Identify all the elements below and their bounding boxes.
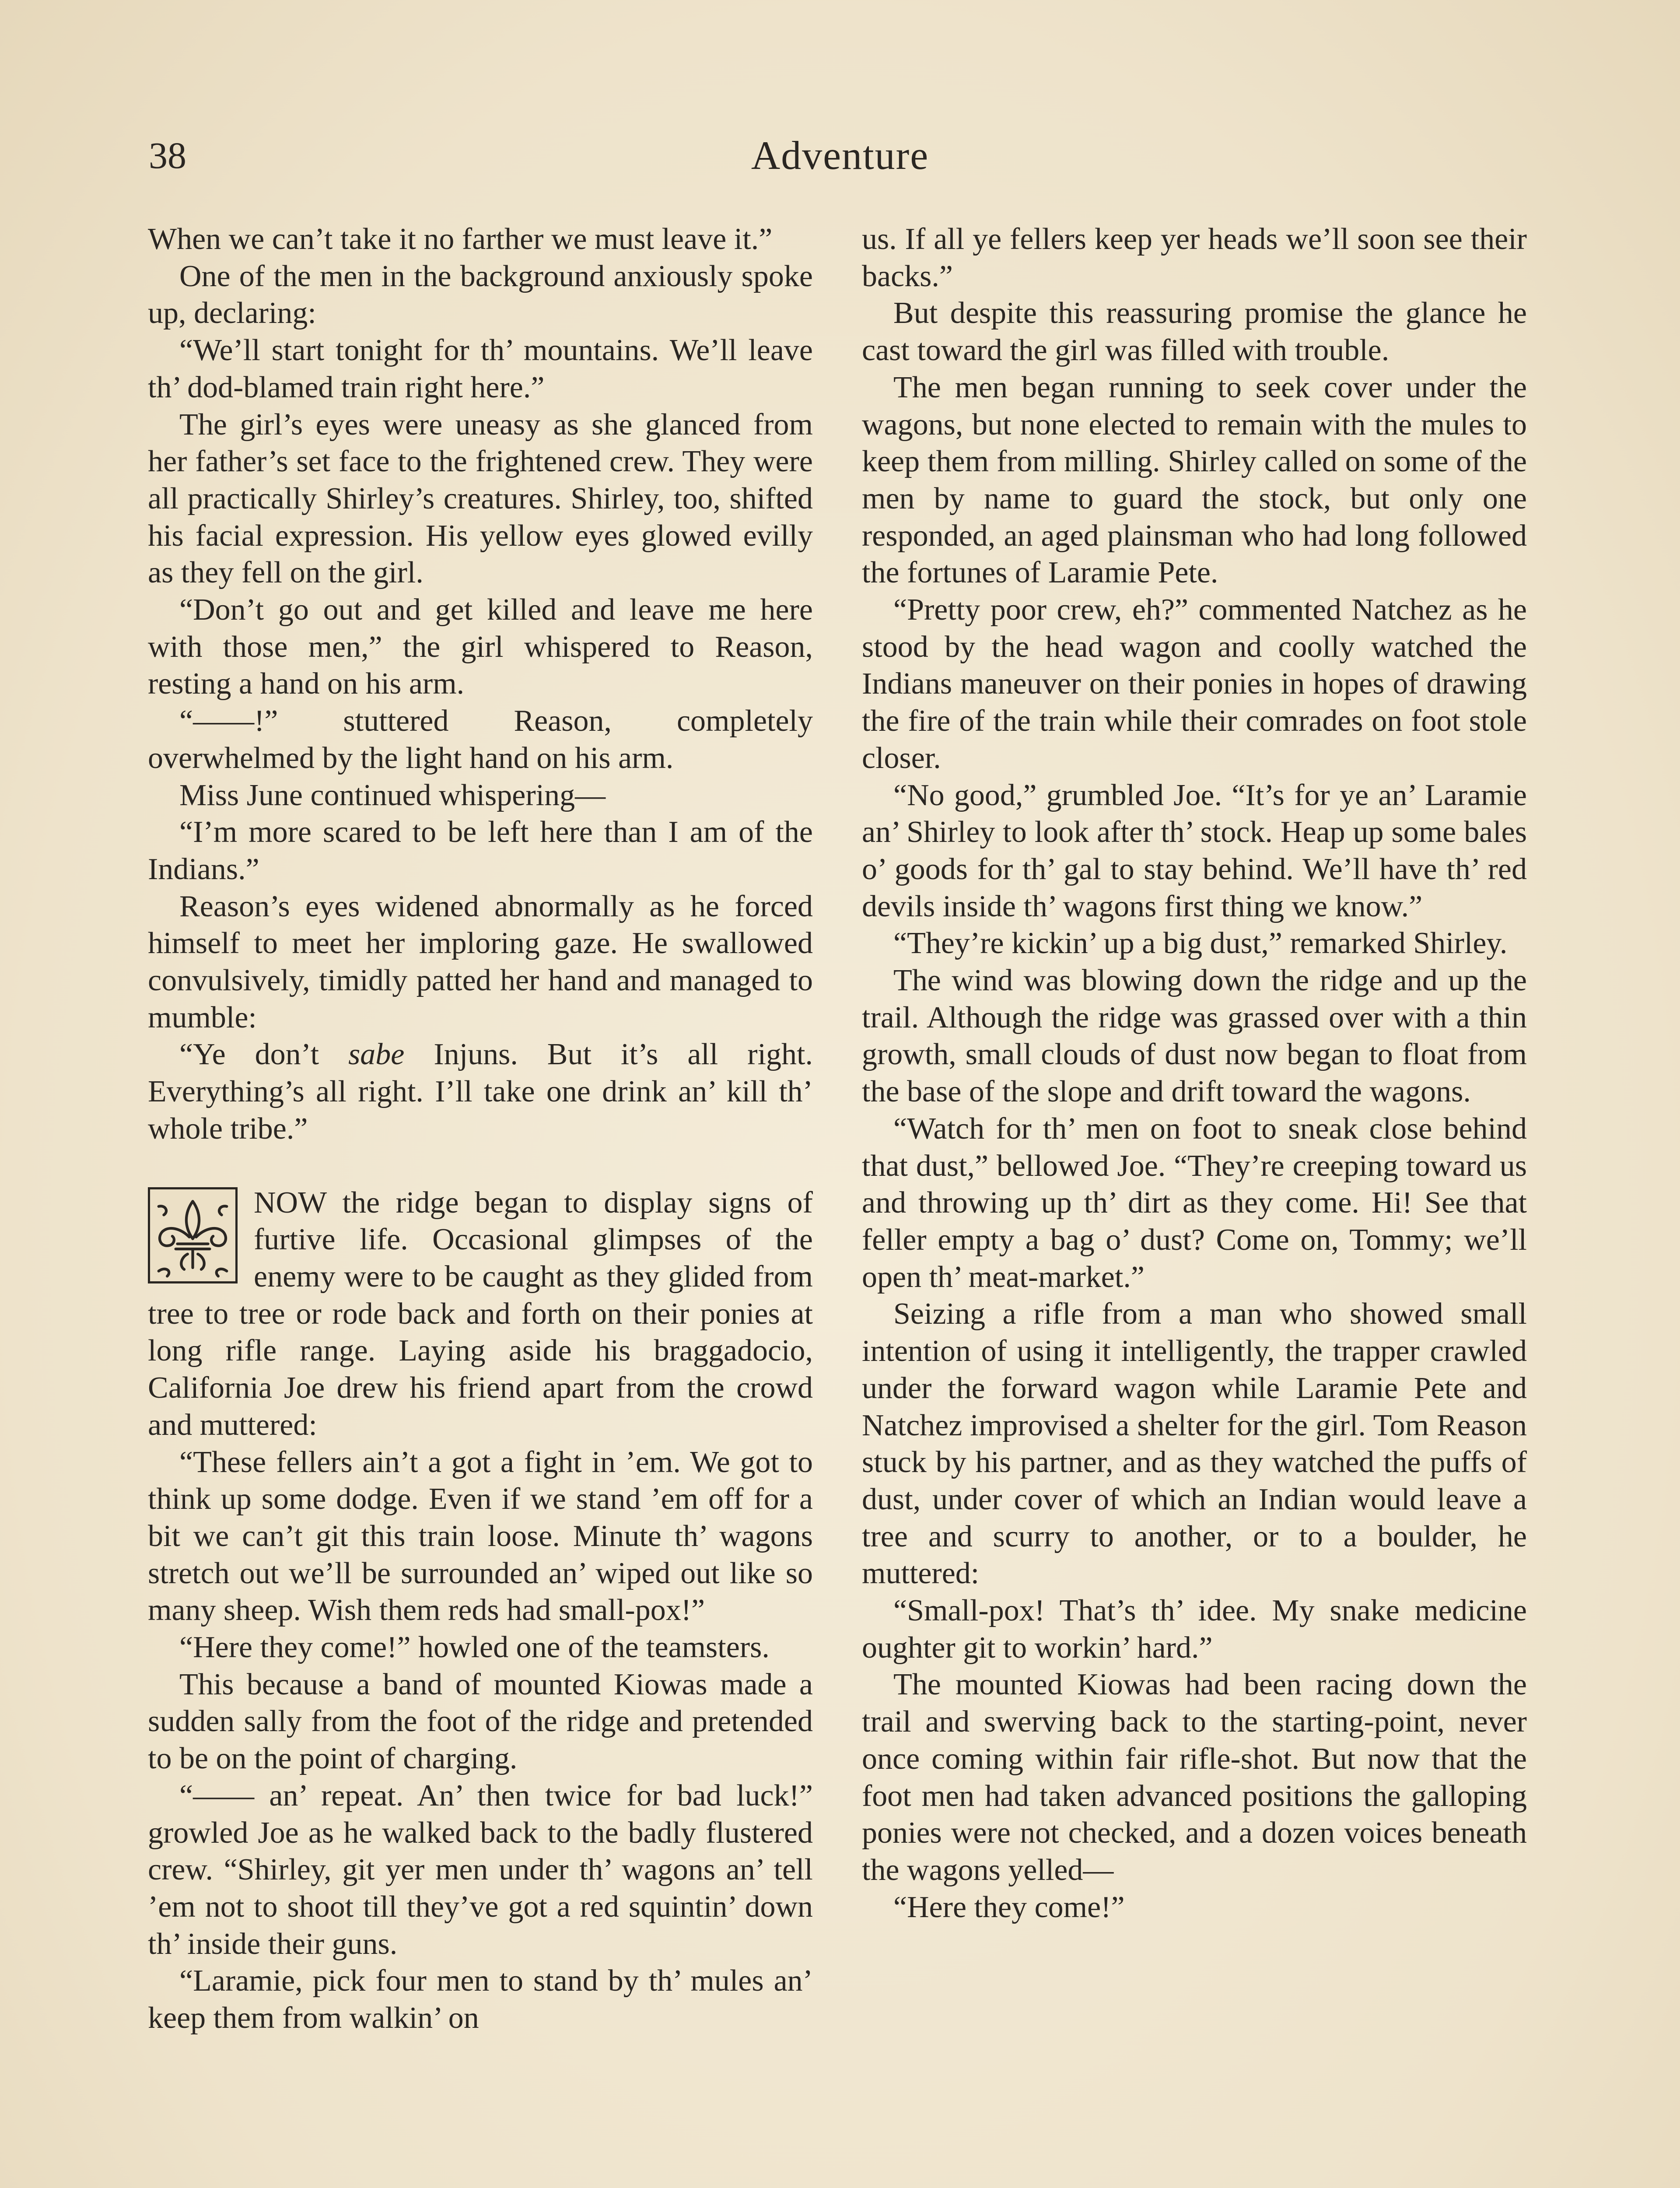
paragraph: “Laramie, pick four men to stand by th’ mules an’ keep them from walkin’ on bbox=[148, 1964, 813, 2035]
running-head: Adventure bbox=[751, 133, 929, 178]
paragraph: Reason’s eyes widened abnormally as he forced himself to meet her imploring gaze. He swallowed convulsively, timidly patted her hand and managed to mumble: bbox=[148, 889, 813, 1034]
italic-word: sabe bbox=[348, 1038, 405, 1072]
paragraph: When we can’t take it no farther we must leave it.” bbox=[148, 222, 773, 256]
text-span: Injuns. But it’s all right. Everything’s all right. I’ll take one drink an’ kill th’ whole tribe.” bbox=[148, 1038, 813, 1146]
paragraph: Miss June continued whispering— bbox=[179, 778, 606, 812]
paragraph: The mounted Kiowas had been racing down the trail and swerving back to the starting-point, never once coming within fair rifle-shot. But now that the foot men had taken advanced positions the galloping ponies were not checked, and a dozen voices beneath the wagons yelled— bbox=[862, 1668, 1527, 1887]
paragraph: “Here they come!” howled one of the teamsters. bbox=[179, 1630, 770, 1665]
paragraph: “——!” stuttered Reason, completely overwhelmed by the light hand on his arm. bbox=[148, 704, 813, 775]
paragraph: “These fellers ain’t a got a fight in ’em. We got to think up some dodge. Even if we stand ’em off for a bit we can’t git this train loose. Minute th’ wagons stretch out we’ll be surrounded an’ wiped out like so many sheep. Wish them reds had small-pox!” bbox=[148, 1445, 813, 1627]
paragraph: “Here they come!” bbox=[893, 1890, 1125, 1924]
paragraph: But despite this reassuring promise the glance he cast toward the girl was filled with trouble. bbox=[862, 296, 1527, 368]
paragraph: “—— an’ repeat. An’ then twice for bad luck!” growled Joe as he walked back to the badly flustered crew. “Shirley, git yer men under th’ wagons an’ tell ’em not to shoot till they’ve got a red squintin’ down th’ inside their guns. bbox=[148, 1778, 813, 1961]
page-number: 38 bbox=[149, 134, 186, 176]
paragraph: One of the men in the background anxiously spoke up, declaring: bbox=[148, 259, 813, 330]
paragraph: The men began running to seek cover under the wagons, but none elected to remain with the mules to keep them from milling. Shirley called on some of the men by name to guard the stock, but only one responded, an aged plainsman who had long followed the fortunes of Laramie Pete. bbox=[862, 370, 1527, 590]
left-column bbox=[148, 221, 813, 2037]
paragraph: “No good,” grumbled Joe. “It’s for ye an’ Laramie an’ Shirley to look after th’ stock. Heap up some bales o’ goods for th’ gal to stay behind. We’ll have th’ red devils inside th’ wagons first thing we know.” bbox=[862, 778, 1527, 923]
paragraph: us. If all ye fellers keep yer heads we’ll soon see their backs.” bbox=[862, 222, 1527, 293]
drop-cap bbox=[148, 1187, 244, 1290]
paragraph: The wind was blowing down the ridge and up the trail. Although the ridge was grassed over with a thin growth, small clouds of dust now began to float from the base of the slope and drift toward the wagons. bbox=[862, 964, 1527, 1109]
paragraph-sabe bbox=[148, 1036, 813, 1147]
paragraph: “We’ll start tonight for th’ mountains. We’ll leave th’ dod-blamed train right here.” bbox=[148, 333, 813, 404]
paragraph: “Don’t go out and get killed and leave me here with those men,” the girl whispered to Reason, resting a hand on his arm. bbox=[148, 593, 813, 701]
text-span: “Ye don’t bbox=[179, 1038, 349, 1072]
right-column bbox=[862, 221, 1527, 1926]
paragraph: “Watch for th’ men on foot to sneak close behind that dust,” bellowed Joe. “They’re creeping toward us and throwing up th’ dirt as they come. Hi! See that feller empty a bag o’ dust? Come on, Tommy; we’ll open th’ meat-market.” bbox=[862, 1112, 1527, 1294]
paragraph: “They’re kickin’ up a big dust,” remarked Shirley. bbox=[893, 926, 1508, 961]
paragraph: Seizing a rifle from a man who showed small intention of using it intelligently, the trapper crawled under the forward wagon while Laramie Pete and Natchez improvised a shelter for the girl. Tom Reason stuck by his partner, and as they watched the puffs of dust, under cover of which an Indian would leave a tree and scurry to another, or to a boulder, he muttered: bbox=[862, 1297, 1527, 1591]
page-header bbox=[149, 131, 1531, 179]
paragraph: “Small-pox! That’s th’ idee. My snake medicine oughter git to workin’ hard.” bbox=[862, 1594, 1527, 1665]
fleur-de-lis-icon bbox=[148, 1187, 238, 1283]
paragraph: “I’m more scared to be left here than I am of the Indians.” bbox=[148, 815, 813, 886]
section-lead-text: NOW the ridge began to display signs of furtive life. Occasional glimpses of the enemy were to be caught as they glided from tree to tree or rode back and forth on their ponies at long rifle range. Laying aside his braggadocio, California Joe drew his friend apart from the crowd and muttered: bbox=[148, 1185, 813, 1442]
section-lead-paragraph bbox=[148, 1185, 813, 1444]
paragraph: The girl’s eyes were uneasy as she glanced from her father’s set face to the frightened crew. They were all practically Shirley’s creatures. Shirley, too, shifted his facial expression. His yellow eyes glowed evilly as they fell on the girl. bbox=[148, 407, 813, 590]
paragraph: “Pretty poor crew, eh?” commented Natchez as he stood by the head wagon and coolly watched the Indians maneuver on their ponies in hopes of drawing the fire of the train while their comrades on foot stole closer. bbox=[862, 593, 1527, 775]
paragraph: This because a band of mounted Kiowas made a sudden sally from the foot of the ridge and pretended to be on the point of charging. bbox=[148, 1667, 813, 1776]
